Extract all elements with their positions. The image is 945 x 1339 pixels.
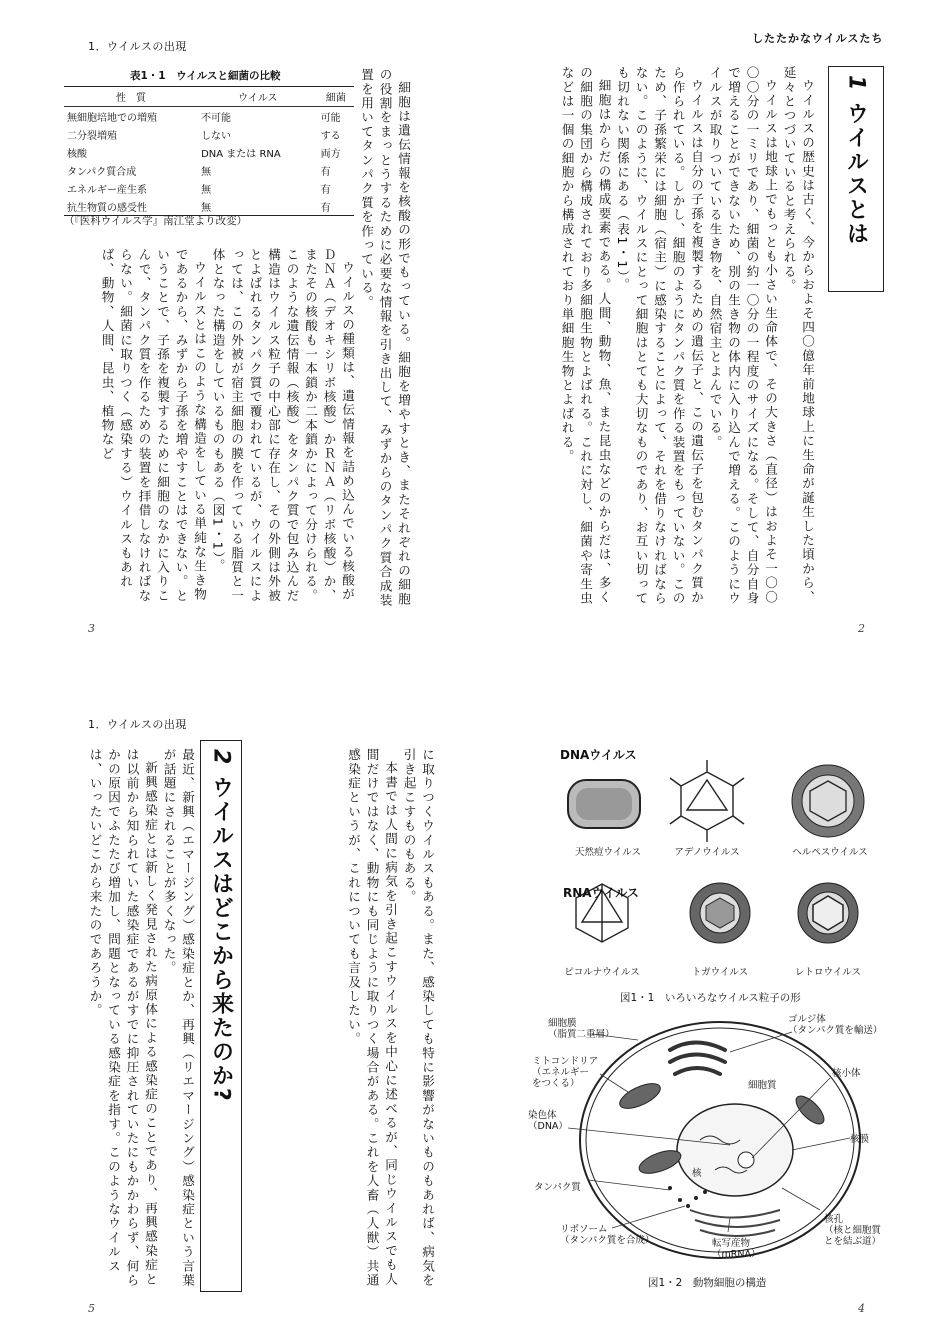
virus-label: レトロウイルス bbox=[795, 967, 861, 978]
figure-1-2-caption: 図1・2 動物細胞の構造 bbox=[648, 1277, 767, 1289]
page5-paragraph: 本書では人間に病気を引き起こすウイルスを中心に述べるが、同じウイルスでも人間だけではなく、動物にも同じように取りつく場合がある。これを人畜（人獣）共通感染症というが、これについても言及したい。 bbox=[346, 748, 398, 1288]
page5-paragraph: 新興感染症とは新しく発見された病原体による感染症のことであり、再興感染症とは以前から知られていた感染症であるがすでに抑圧されていたにもかかわらず、何らかの原因でふたたび増加し、問題となっている感染症を指す。このようなウイルスは、いったいどこから来たのであろうか。 bbox=[87, 748, 158, 1288]
table-row: 無細胞培地での増殖 不可能 可能 bbox=[67, 112, 341, 124]
page3-paragraph: 細胞は遺伝情報を核酸の形でもっている。細胞を増やすとき、またそれぞれの細胞の役割をまっとうするために必要な情報を引き出して、みずからのタンパク質合成装置を用いてタンパク質を作っている。 bbox=[359, 68, 411, 608]
rna-virus-heading: RNAウイルス bbox=[563, 886, 639, 900]
page3-body-text-upper bbox=[356, 68, 412, 613]
page2-paragraph: ウイルスの歴史は古く、今からおよそ四〇億年前地球上に生命が誕生した頃から、延々とつづいていると考えられる。 bbox=[781, 66, 815, 604]
section-2-number: 2 bbox=[208, 749, 234, 767]
table-row: 二分裂増殖 しない する bbox=[67, 130, 341, 142]
running-header-right: したたかなウイルスたち bbox=[752, 32, 884, 45]
virus-label: ヘルペスウイルス bbox=[792, 847, 868, 858]
page5-body-text-right bbox=[240, 748, 436, 1293]
running-header-left: 1．ウイルスの出現 bbox=[88, 40, 187, 53]
label-golgi: ゴルジ体 （タンパク質を輸送） bbox=[788, 1014, 883, 1036]
virus-label: アデノウイルス bbox=[674, 847, 740, 858]
section-2-title: ウイルスはどこから来たのか? bbox=[208, 776, 234, 1104]
table-header: ウイルス bbox=[198, 87, 318, 107]
virus-label: 天然痘ウイルス bbox=[575, 847, 641, 858]
label-nuclear-membrane: 核膜 bbox=[850, 1134, 870, 1145]
page3-paragraph: ウイルスの種類は、遺伝情報を詰め込んでいる核酸がＤＮＡ（デオキシリボ核酸）かＲＮＡ（リボ核酸）か、またその核酸も一本鎖か二本鎖かによって分けられる。このような遺伝情報（核酸）をタンパク質で包み込んだ構造はウイルス粒子の中心部に存在し、その外側は外被とよばれるタンパク質で覆われているが、ウイルスによっては、この外被が宿主細胞の膜を作っている脂質と一体となった構造をしているものもある（図1・1）。 bbox=[210, 248, 355, 603]
table-row: 抗生物質の感受性 無 有 bbox=[64, 197, 354, 216]
page2-paragraph: ウイルスは自分の子孫を複製するための遺伝子と、この遺伝子を包むタンパク質から作られている。しかし、細胞のようにタンパク質を作る装置をもっていない。このため、子孫繁栄には細胞（宿主）に感染することによって、それを借りなければならない。このように、ウイルスにとって細胞はとても大切なものであり、お互い切っても切れない関係にある（表1・1）。 bbox=[615, 66, 704, 606]
page3-paragraph: ウイルスとはこのような構造をしている単純な生き物であるから、みずから子孫を増やすことはできない。ということで、子孫を複製するために細胞のなかに入りこんで、タンパク質を作るための装置を拝借しなければならない。細菌に取りつく（感染する）ウイルスもあれば、動物、人間、昆虫、植物など bbox=[99, 248, 207, 603]
herpesvirus-shape bbox=[792, 765, 864, 837]
table-source: （『医科ウイルス学』南江堂より改変） bbox=[64, 215, 248, 227]
running-header-left-lower: 1．ウイルスの出現 bbox=[88, 718, 187, 731]
section-1-number: 1 bbox=[843, 75, 869, 93]
section-1-title: ウイルスとは bbox=[843, 102, 869, 247]
virus-shapes-figure bbox=[540, 758, 890, 988]
dna-virus-heading: DNAウイルス bbox=[560, 748, 637, 762]
table-header: 性 質 bbox=[64, 87, 198, 107]
page3-body-text-lower bbox=[60, 248, 356, 613]
table-row: 核酸 DNA または RNA 両方 bbox=[67, 148, 341, 160]
togavirus-shape bbox=[690, 883, 750, 943]
page-number-2: 2 bbox=[858, 622, 865, 635]
page2-paragraph: 細胞はからだの構成要素である。人間、動物、魚、また昆虫などのからだは、多くの細胞の集団から構成されており多細胞生物とよばれる。これに対し、細菌や寄生虫などは一個の細胞から構成されており単細胞生物とよばれる。 bbox=[559, 66, 612, 606]
virus-label: ピコルナウイルス bbox=[564, 967, 640, 978]
label-mrna: 転写産物 （mRNA） bbox=[712, 1238, 761, 1260]
page2-paragraph: ウイルスは地球上でもっとも小さい生命体で、その大きさ（直径）はおよそ一〇〇〇〇分の一ミリであり、細菌の約一〇分の一程度のサイズになる。そして、自分自身で増えることができないため、別の生き物の体内に入り込んで増える。このようにウイルスが取りついている生き物を、自然宿主とよんでいる。 bbox=[707, 66, 778, 606]
label-cytoplasm: 細胞質 bbox=[748, 1080, 777, 1091]
page-number-4: 4 bbox=[858, 1302, 865, 1315]
page5-body-text-left bbox=[60, 748, 196, 1293]
page-number-3: 3 bbox=[88, 622, 95, 635]
section-1-box bbox=[828, 66, 884, 292]
table-header: 細菌 bbox=[318, 87, 354, 107]
table-row: タンパク質合成 無 有 bbox=[67, 166, 331, 178]
page-number-5: 5 bbox=[88, 1302, 95, 1315]
page5-paragraph: に取りつくウイルスもある。また、感染しても特に影響がないものもあれば、病気を引き起こすものもある。 bbox=[401, 748, 435, 1288]
page2-body-text bbox=[520, 66, 816, 606]
retrovirus-shape bbox=[798, 883, 858, 943]
comparison-table bbox=[64, 86, 354, 216]
label-cell-membrane: 細胞膜 （脂質二重層） bbox=[548, 1018, 615, 1040]
label-nucleus: 核 bbox=[692, 1168, 702, 1179]
label-ribosome: リボソーム （タンパク質を合成） bbox=[560, 1224, 655, 1246]
table-row: エネルギー産生系 無 有 bbox=[67, 184, 331, 196]
virus-label: トガウイルス bbox=[691, 967, 749, 978]
section-2-box bbox=[200, 740, 242, 1292]
label-nuclear-pore: 核孔 （核と細胞質 とを結ぶ道） bbox=[824, 1214, 882, 1247]
nucleolus-shape bbox=[738, 1152, 754, 1168]
label-protein: タンパク質 bbox=[534, 1182, 581, 1193]
table-1-1-title: 表1・1 ウイルスと細菌の比較 bbox=[130, 70, 281, 82]
label-nucleolus: 核小体 bbox=[832, 1068, 861, 1079]
figure-1-1-caption: 図1・1 いろいろなウイルス粒子の形 bbox=[620, 992, 801, 1004]
label-mitochondria: ミトコンドリア （エネルギー をつくる） bbox=[532, 1056, 599, 1089]
label-chromosome: 染色体 （DNA） bbox=[528, 1110, 568, 1132]
page5-paragraph: 最近、新興（エマージング）感染症とか、再興（リエマージング）感染症という言葉が話題にされることが多くなった。 bbox=[161, 748, 195, 1288]
nucleus-outline bbox=[677, 1104, 793, 1196]
adenovirus-shape bbox=[670, 760, 744, 842]
